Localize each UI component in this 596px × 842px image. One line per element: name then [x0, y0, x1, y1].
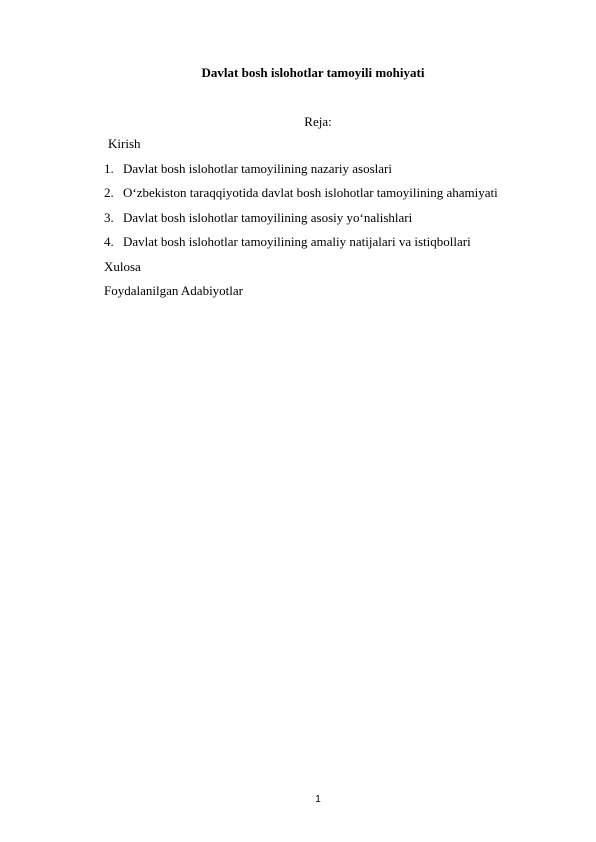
plan-item-text: Davlat bosh islohotlar tamoyilining amaliy natijalari va istiqbollari — [123, 234, 471, 249]
document-title: Davlat bosh islohotlar tamoyili mohiyati — [201, 65, 425, 80]
plan-item-number: 4. — [104, 234, 114, 249]
plan-item-3 — [104, 210, 498, 235]
plan-item-4 — [104, 234, 498, 259]
plan-item-text: Kirish — [108, 136, 141, 151]
plan-item-number: 3. — [104, 209, 114, 225]
plan-heading: Reja: — [304, 114, 332, 129]
plan-item-text: Davlat bosh islohotlar tamoyilining nazariy asoslari — [123, 160, 392, 176]
plan-item-1 — [104, 161, 498, 186]
plan-item-number: 2. — [104, 185, 114, 200]
page-number: 1 — [315, 794, 321, 805]
plan-item-introduction — [104, 136, 498, 161]
plan-item-text: Foydalanilgan Adabiyotlar — [104, 283, 244, 298]
plan-item-references — [104, 283, 498, 308]
plan-item-text: O‘zbekiston taraqqiyotida davlat bosh islohotlar tamoyilining ahamiyati — [123, 185, 498, 200]
plan-item-2 — [104, 185, 498, 210]
plan-list — [104, 136, 498, 308]
plan-item-text: Davlat bosh islohotlar tamoyilining asosiy yo‘nalishlari — [123, 209, 413, 225]
plan-item-text: Xulosa — [104, 258, 141, 274]
plan-item-number: 1. — [104, 160, 114, 176]
plan-item-conclusion — [104, 259, 498, 284]
